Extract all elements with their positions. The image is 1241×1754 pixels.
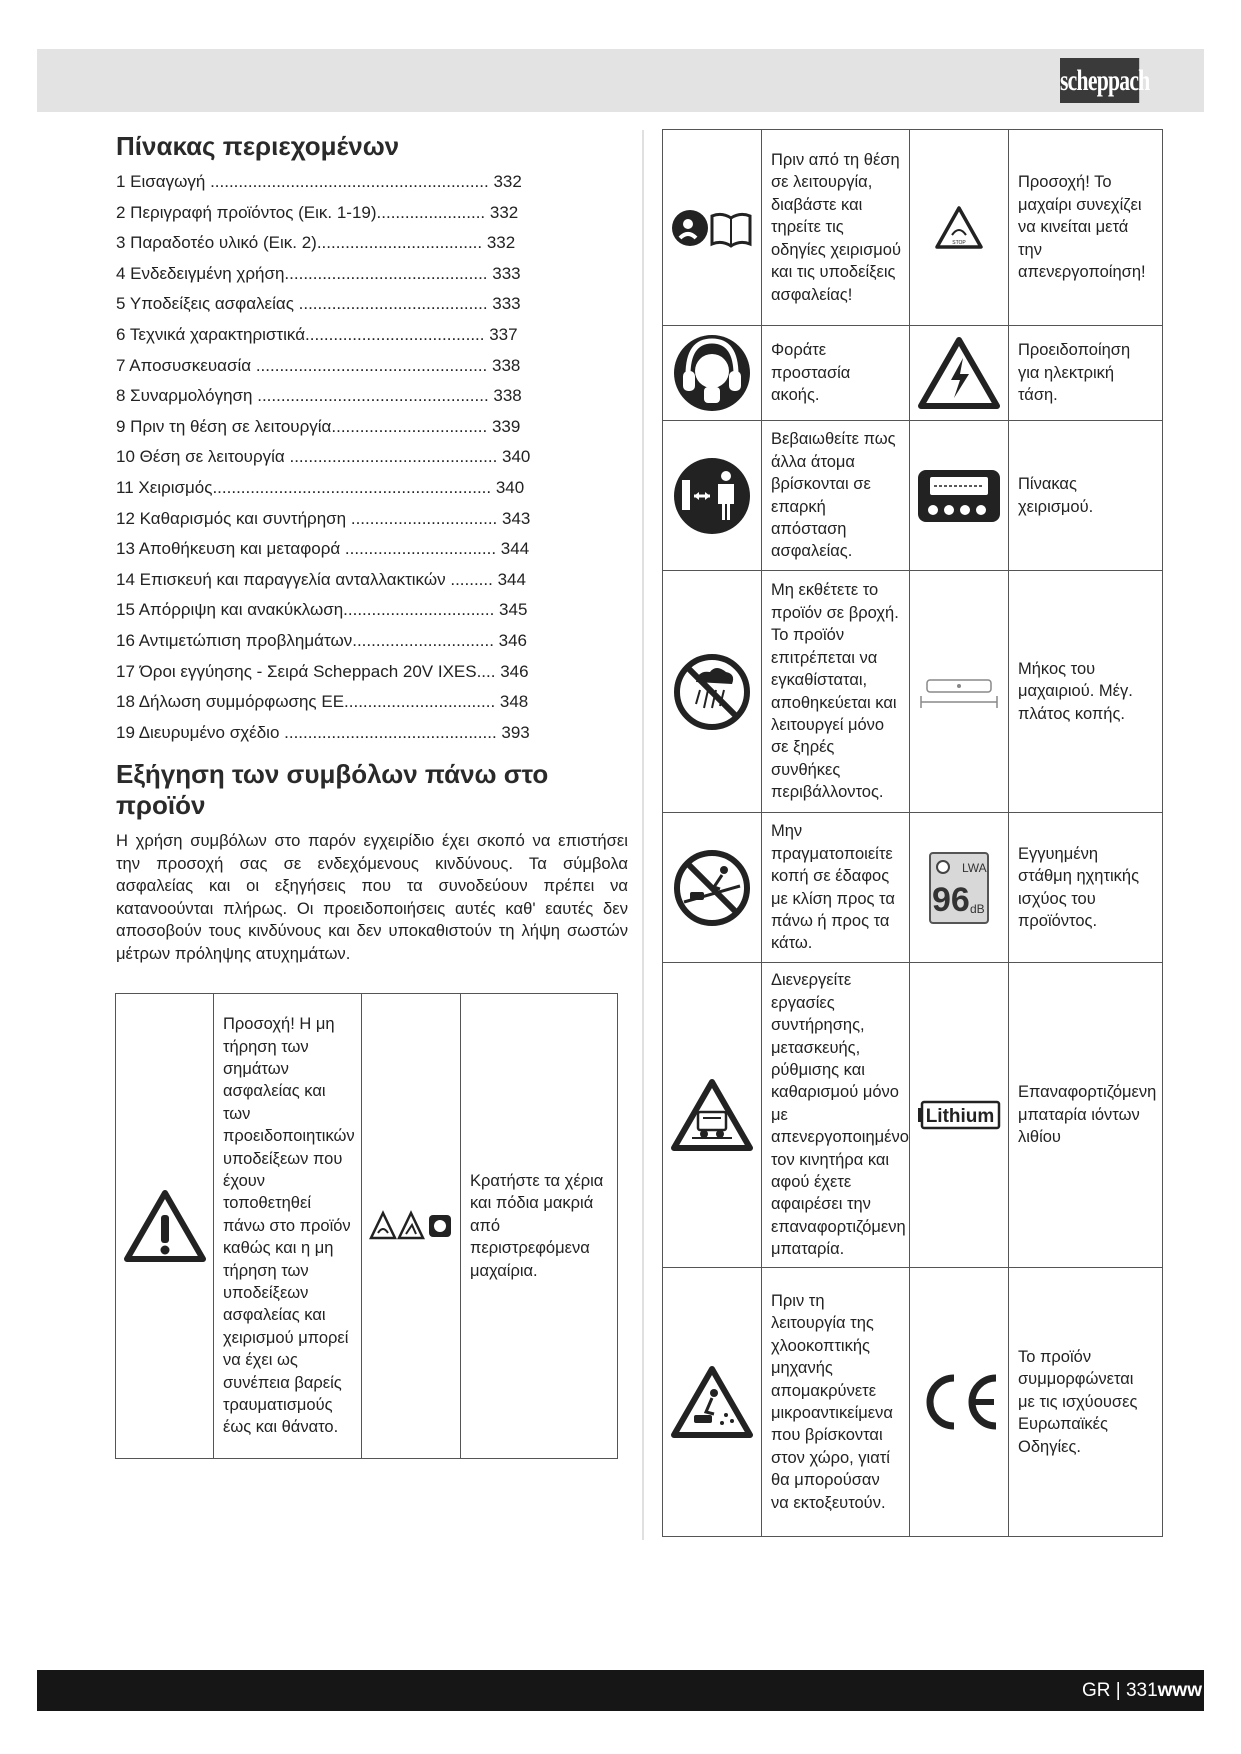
maintenance-text: Διενεργείτε εργασίες συντήρησης, μετασκευής, ρύθμισης και καθαρισμού μόνο με απενεργοποιημένο τον κινητήρα και αφού έχετε αφαιρέσει την επαναφορτιζόμενη μπαταρία. [762,963,910,1268]
toc-item[interactable]: 13 Αποθήκευση και μεταφορά ................................ 344 [116,539,530,559]
footer-page-info [1082,1670,1204,1711]
footer-web[interactable]: www [1157,1680,1202,1701]
column-divider [642,130,644,1540]
rotating-blades-icon [369,1210,453,1242]
toc-item[interactable]: 9 Πριν τη θέση σε λειτουργία................................. 339 [116,416,521,436]
maintenance-warning-icon [670,1078,754,1152]
rain-text: Μη εκθέτετε το προϊόν σε βροχή. Το προϊόν επιτρέπεται να εγκαθίσταται, αποθηκεύεται και λειτουργεί μόνο σε ξηρές συνθήκες περιβάλλοντος. [762,571,910,813]
toc-item[interactable]: 15 Απόρριψη και ανακύκλωση................................ 345 [116,600,528,620]
read-manual-icon [670,206,754,250]
read-manual-text: Πριν από τη θέση σε λειτουργία, διαβάστε και τηρείτε τις οδηγίες χειρισμού και τις υποδείξεις ασφαλείας! [762,130,910,326]
symbols-table-right [662,129,1163,1537]
blade-rotates-warning-icon [934,205,984,251]
control-panel-text: Πίνακας χειρισμού. [1009,421,1163,571]
lithium-label: Lithium [925,1106,995,1127]
blade-length-icon [917,672,1001,712]
noise-value: 96 [932,880,970,919]
toc-item[interactable]: 2 Περιγραφή προϊόντος (Εικ. 1-19)....................... 332 [116,202,519,222]
toc-item[interactable]: 19 Διευρυμένο σχέδιο ............................................. 393 [116,722,530,742]
hearing-text: Φοράτε προστασία ακοής. [762,326,910,421]
toc-item[interactable]: 10 Θέση σε λειτουργία ............................................ 340 [116,447,531,467]
warning-triangle-icon [123,1189,207,1263]
toc-item[interactable]: 8 Συναρμολόγηση ................................................. 338 [116,386,522,406]
no-rain-icon [672,652,752,732]
maintenance-icon-cell [663,963,762,1268]
toc-item[interactable]: 12 Καθαρισμός και συντήρηση ............................... 343 [116,508,531,528]
toc-item[interactable]: 14 Επισκευή και παραγγελία ανταλλακτικών ......... 344 [116,569,526,589]
noise-unit: dB [970,901,985,916]
header-band [37,49,1204,112]
toc-item[interactable]: 6 Τεχνικά χαρακτηριστικά...................................... 337 [116,324,518,344]
control-panel-icon [916,468,1002,524]
page-number: GR | 331 [1081,1680,1158,1701]
toc-item[interactable]: 1 Εισαγωγή ........................................................... 332 [116,172,522,191]
control-panel-icon-cell [910,421,1009,571]
ce-text: Το προϊόν συμμορφώνεται με τις ισχύουσες Ευρωπαϊκές Οδηγίες. [1009,1268,1163,1537]
general-warning-text: Προσοχή! Η μη τήρηση των σημάτων ασφαλείας και των προειδοποιητικών υποδείξεων που έχουν τοποθετηθεί πάνω στο προϊόν καθώς και η μη τήρηση των υποδείξεων ασφαλείας και χειρισμού μπορεί να έχει ως συνέπεια βαρείς τραυματισμούς έως και θάνατο. [214,994,362,1459]
table-of-contents [116,167,626,748]
toc-item[interactable]: 4 Ενδεδειγμένη χρήση........................................... 333 [116,263,521,283]
lwa-label: LWA [962,860,987,875]
rotating-blades-icon-cell [362,994,461,1459]
lithium-text: Επαναφορτιζόμενη μπαταρία ιόντων λιθίου [1009,963,1163,1268]
slope-icon-cell [663,813,762,963]
voltage-text: Προειδοποίηση για ηλεκτρική τάση. [1009,326,1163,421]
electric-voltage-icon [917,336,1001,410]
footer-band [37,1670,1204,1711]
symbols-intro: Η χρήση συμβόλων στο παρόν εγχειρίδιο έχει σκοπό να επιστήσει την προσοχή σας σε ενδεχόμενους κινδύνους. Τα σύμβολα ασφαλείας και οι εξηγήσεις που τα συνοδεύουν πρέπει να κατανοούνται πλήρως. Οι προειδοποιήσεις αυτές καθ' εαυτές δεν αποσοβούν τους κινδύνους και δεν υποκαθιστούν τη λήψη σωστών μέτρων πρόληψης ατυχημάτων. [116,831,628,963]
lithium-battery-icon [917,1100,1001,1130]
stop-label: STOP [952,239,966,246]
no-slope-mowing-icon [672,848,752,928]
ce-mark-icon [916,1372,1002,1432]
noise-level-icon [928,851,990,925]
blade-rotates-icon-cell [910,130,1009,326]
hearing-icon-cell [663,326,762,421]
toc-item[interactable]: 5 Υποδείξεις ασφαλείας ........................................ 333 [116,294,521,314]
safe-distance-icon [672,456,752,536]
noise-text: Εγγυημένη στάθμη ηχητικής ισχύος του προϊόντος. [1009,813,1163,963]
noise-icon-cell [910,813,1009,963]
lithium-icon-cell [910,963,1009,1268]
toc-title: Πίνακας περιεχομένων [116,131,400,161]
symbols-title: Εξήγηση των συμβόλων πάνω στο προϊόν [116,759,549,820]
toc-item[interactable]: 17 Όροι εγγύησης - Σειρά Scheppach 20V IXES.... 346 [116,661,529,681]
general-warning-icon-cell [116,994,214,1459]
toc-item[interactable]: 18 Δήλωση συμμόρφωσης ΕΕ................................ 348 [116,692,529,712]
brand-logo: scheppach [1060,58,1139,103]
rotating-blades-text: Κρατήστε τα χέρια και πόδια μακριά από περιστρεφόμενα μαχαίρια. [461,994,618,1459]
blade-length-text: Μήκος του μαχαιριού. Μέγ. πλάτος κοπής. [1009,571,1163,813]
foreign-objects-text: Πριν τη λειτουργία της χλοοκοπτικής μηχανής απομακρύνετε μικροαντικείμενα που βρίσκονται στον χώρο, γιατί θα μπορούσαν να εκτοξευτούν. [762,1268,910,1537]
toc-item[interactable]: 7 Αποσυσκευασία ................................................. 338 [116,355,521,375]
voltage-icon-cell [910,326,1009,421]
toc-item[interactable]: 11 Χειρισμός........................................................... 340 [116,477,525,497]
hearing-protection-icon [672,333,752,413]
read-manual-icon-cell [663,130,762,326]
toc-item[interactable]: 3 Παραδοτέο υλικό (Εικ. 2)................................... 332 [116,233,516,253]
rain-icon-cell [663,571,762,813]
blade-length-icon-cell [910,571,1009,813]
slope-text: Μην πραγματοποιείτε κοπή σε έδαφος με κλίση προς τα πάνω ή προς τα κάτω. [762,813,910,963]
ce-icon-cell [910,1268,1009,1537]
thrown-objects-warning-icon [670,1365,754,1439]
foreign-objects-icon-cell [663,1268,762,1537]
symbols-table-left [115,993,618,1459]
distance-icon-cell [663,421,762,571]
blade-rotates-text: Προσοχή! Το μαχαίρι συνεχίζει να κινείται μετά την απενεργοποίηση! [1009,130,1163,326]
distance-text: Βεβαιωθείτε πως άλλα άτομα βρίσκονται σε επαρκή απόσταση ασφαλείας. [762,421,910,571]
toc-item[interactable]: 16 Αντιμετώπιση προβλημάτων.............................. 346 [116,630,528,650]
